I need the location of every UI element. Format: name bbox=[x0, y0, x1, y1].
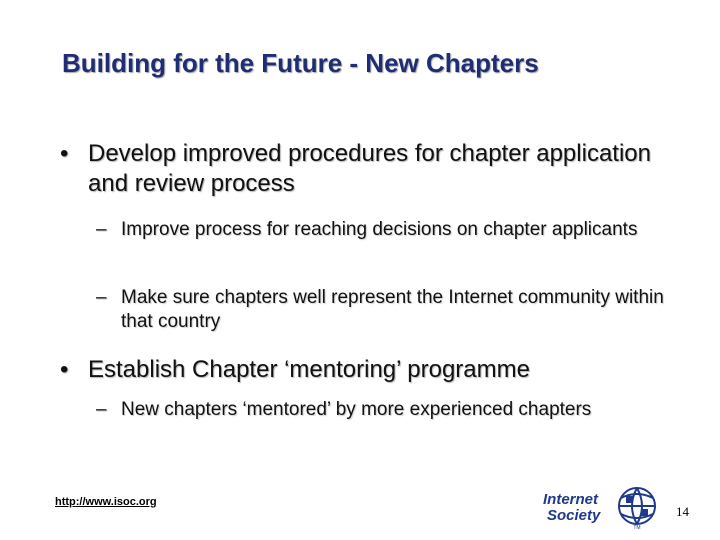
subbullet-1-2 bbox=[96, 286, 681, 334]
isoc-url-link[interactable]: http://www.isoc.org bbox=[55, 496, 157, 508]
logo-trademark: TM bbox=[633, 525, 641, 530]
subbullet-text: New chapters ‘mentored’ by more experienced chapters bbox=[121, 399, 592, 420]
subbullet-2-1 bbox=[96, 398, 681, 422]
subbullet-marker: – bbox=[96, 287, 107, 308]
bullet-marker: • bbox=[60, 356, 69, 383]
bullet-marker: • bbox=[60, 140, 69, 167]
page-number: 14 bbox=[676, 504, 689, 519]
bullet-text: Establish Chapter ‘mentoring’ programme bbox=[88, 356, 530, 383]
internet-society-logo bbox=[543, 484, 667, 530]
bullet-1 bbox=[60, 139, 678, 199]
subbullet-marker: – bbox=[96, 399, 107, 420]
bullet-text: Develop improved procedures for chapter application and review process bbox=[88, 140, 651, 197]
slide-title: Building for the Future - New Chapters bbox=[62, 48, 539, 78]
subbullet-text: Make sure chapters well represent the Internet community within that country bbox=[121, 287, 664, 332]
subbullet-marker: – bbox=[96, 219, 107, 240]
logo-text-society: Society bbox=[547, 507, 601, 524]
bullet-2 bbox=[60, 355, 678, 385]
subbullet-text: Improve process for reaching decisions on chapter applicants bbox=[121, 219, 638, 240]
logo-text-internet: Internet bbox=[543, 491, 599, 508]
subbullet-1-1 bbox=[96, 218, 681, 242]
isoc-globe-icon bbox=[619, 488, 655, 524]
